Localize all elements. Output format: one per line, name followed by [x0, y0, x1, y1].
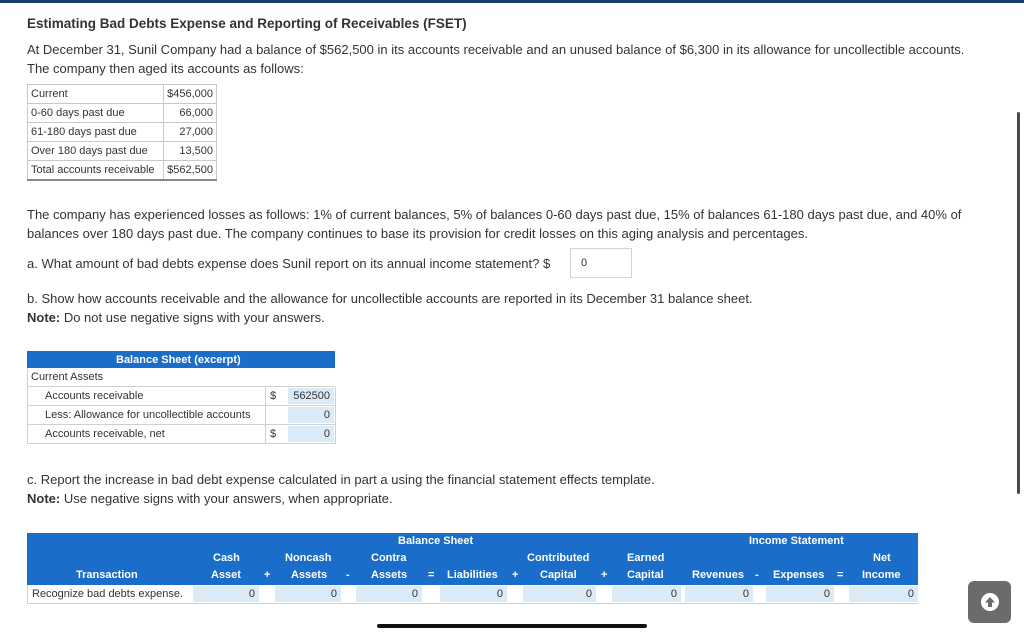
aging-row: [28, 85, 217, 104]
noncash-assets-input[interactable]: 0: [275, 586, 341, 602]
bs-label: Less: Allowance for uncollectible accounts: [45, 409, 251, 421]
aging-value: $562,500: [164, 161, 217, 181]
dollar-sign: $: [270, 428, 277, 440]
aging-label: Total accounts receivable: [28, 161, 164, 181]
op-equals: =: [428, 569, 435, 581]
part-b-note: [27, 308, 325, 327]
col-contra-1: Contra: [371, 552, 407, 564]
arrow-up-circle-icon: [980, 592, 1000, 612]
fset-template: [27, 533, 918, 604]
col-net-2: Income: [862, 569, 901, 581]
fset-header: [27, 533, 918, 585]
intro-line-1: At December 31, Sunil Company had a balance of $562,500 in its accounts receivable and an unused balance of $6,300 in its allowance for uncollectible accounts.: [27, 42, 965, 57]
bs-label: Accounts receivable, net: [45, 428, 165, 440]
current-assets-row: [27, 368, 335, 387]
note-label: Note:: [27, 310, 61, 325]
aging-label: Over 180 days past due: [28, 142, 164, 161]
col-transaction: Transaction: [76, 569, 138, 581]
liabilities-input[interactable]: 0: [440, 586, 507, 602]
aging-value: 13,500: [164, 142, 217, 161]
part-b-question: b. Show how accounts receivable and the allowance for uncollectible accounts are reported in its December 31 balance sheet.: [27, 291, 753, 306]
op-plus: +: [601, 569, 608, 581]
balance-sheet-excerpt: [27, 351, 335, 444]
accounts-receivable-input[interactable]: 562500: [288, 388, 334, 404]
col-earned-2: Capital: [627, 569, 664, 581]
col-noncash-2: Assets: [291, 569, 328, 581]
aging-value: 66,000: [164, 104, 217, 123]
net-receivable-input[interactable]: 0: [288, 426, 334, 442]
aging-table: [27, 84, 217, 181]
balance-sheet-title: Balance Sheet (excerpt): [27, 351, 335, 368]
col-expenses: Expenses: [773, 569, 825, 581]
contributed-capital-input[interactable]: 0: [523, 586, 596, 602]
op-plus: +: [512, 569, 519, 581]
dollar-sign: $: [270, 390, 277, 402]
col-cash-2: Asset: [211, 569, 241, 581]
part-a-question: a. What amount of bad debts expense does Sunil report on its annual income statement? $: [27, 256, 551, 271]
bs-row-allowance: [27, 406, 335, 425]
col-contra-2: Assets: [371, 569, 408, 581]
contra-assets-input[interactable]: 0: [356, 586, 422, 602]
aging-row: [28, 104, 217, 123]
aging-label: 61-180 days past due: [28, 123, 164, 142]
aging-label: 0-60 days past due: [28, 104, 164, 123]
note-text: Use negative signs with your answers, when appropriate.: [60, 491, 393, 506]
col-contributed-2: Capital: [540, 569, 577, 581]
op-minus: -: [755, 569, 759, 581]
col-earned-1: Earned: [627, 552, 665, 564]
col-noncash-1: Noncash: [285, 552, 332, 564]
col-revenues: Revenues: [692, 569, 744, 581]
expenses-input[interactable]: 0: [766, 586, 834, 602]
aging-row: [28, 123, 217, 142]
scroll-to-top-button[interactable]: [968, 581, 1011, 623]
allowance-input[interactable]: 0: [288, 407, 334, 423]
transaction-label: Recognize bad debts expense.: [32, 588, 184, 600]
problem-title: Estimating Bad Debts Expense and Reporting of Receivables (FSET): [27, 16, 467, 31]
note-text: Do not use negative signs with your answers.: [60, 310, 325, 325]
col-cash-1: Cash: [213, 552, 240, 564]
intro-line-2: The company then aged its accounts as follows:: [27, 61, 304, 76]
earned-capital-input[interactable]: 0: [612, 586, 681, 602]
part-c-question: c. Report the increase in bad debt expense calculated in part a using the financial statement effects template.: [27, 472, 655, 487]
bs-row-accounts-receivable: [27, 387, 335, 406]
aging-total-row: [28, 161, 217, 181]
revenues-input[interactable]: 0: [685, 586, 753, 602]
top-border: [0, 0, 1024, 3]
col-net-1: Net: [873, 552, 891, 564]
fset-row-bad-debts: [27, 585, 918, 604]
part-c-note: [27, 489, 393, 508]
group-income-statement: Income Statement: [749, 535, 844, 547]
net-income-input[interactable]: 0: [849, 586, 918, 602]
col-liabilities: Liabilities: [447, 569, 498, 581]
vertical-scrollbar[interactable]: [1017, 112, 1020, 494]
losses-line-2: balances over 180 days past due. The company continues to base its provision for credit losses on this aging analysis and percentages.: [27, 226, 808, 241]
aging-value: $456,000: [164, 85, 217, 104]
op-plus: +: [264, 569, 271, 581]
note-label: Note:: [27, 491, 61, 506]
aging-row: [28, 142, 217, 161]
aging-label: Current: [28, 85, 164, 104]
group-balance-sheet: Balance Sheet: [398, 535, 474, 547]
aging-value: 27,000: [164, 123, 217, 142]
cash-asset-input[interactable]: 0: [193, 586, 259, 602]
op-equals: =: [837, 569, 844, 581]
bs-label: Accounts receivable: [45, 390, 144, 402]
home-indicator-bar: [377, 624, 647, 628]
col-contributed-1: Contributed: [527, 552, 590, 564]
current-assets-label: Current Assets: [31, 371, 104, 383]
bs-row-net-receivable: [27, 425, 335, 444]
losses-line-1: The company has experienced losses as follows: 1% of current balances, 5% of balances 0-60 days past due, 15% of balances 61-180 days past due, and 40% of: [27, 207, 962, 222]
part-a-answer-input[interactable]: 0: [570, 248, 632, 278]
op-minus: -: [346, 569, 350, 581]
